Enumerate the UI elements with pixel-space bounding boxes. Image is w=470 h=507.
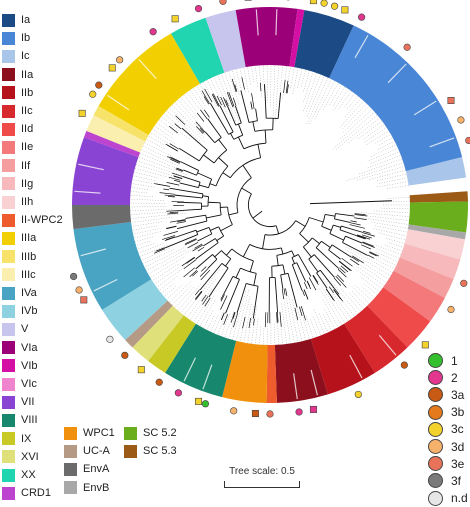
legend-swatch [2,214,15,227]
legend-item-ia [2,12,30,28]
pigment-legend-item [428,438,464,455]
legend-swatch [2,305,15,318]
legend-item-iid [2,121,33,137]
legend-label: IIIc [21,269,36,281]
legend-swatch [64,481,77,494]
pigment-marker [331,3,338,10]
pigment-marker [401,362,408,369]
pigment-marker [95,82,102,89]
pigment-marker [79,110,85,116]
legend-label: IX [21,433,31,445]
legend-label: CRD1 [21,487,51,499]
pigment-marker [172,16,178,22]
legend-label: VIa [21,342,38,354]
legend-label: IIc [21,105,33,117]
pigment-marker [175,390,182,397]
legend-item-ic [2,48,30,64]
legend-swatch [2,32,15,45]
pigment-marker [460,280,467,287]
legend-swatch [2,123,15,136]
legend-label: XVI [21,451,39,463]
legend-label: Ia [21,14,30,26]
pigment-legend-item [428,369,458,386]
tree-scale-label: Tree scale: 0.5 [222,466,302,477]
legend-label: IId [21,123,33,135]
pigment-marker [465,137,470,144]
legend-swatch [2,141,15,154]
legend-item-wpc1 [64,425,115,441]
pigment-marker [404,44,411,51]
legend-label: EnvA [83,463,109,475]
legend-item-xvi [2,449,39,465]
legend-item-iib [2,85,33,101]
pigment-dot [428,405,443,420]
legend-label: SC 5.3 [143,445,177,457]
legend-item-iif [2,158,30,174]
legend-label: SC 5.2 [143,427,177,439]
legend-label: IIIa [21,232,36,244]
pigment-marker [156,379,163,386]
pigment-marker [109,65,115,71]
legend-label: WPC1 [83,427,115,439]
legend-swatch [2,287,15,300]
pigment-dot [428,473,443,488]
legend-swatch [2,359,15,372]
legend-swatch [2,432,15,445]
pigment-marker [116,57,123,64]
clade-ring [72,7,468,403]
legend-swatch [2,105,15,118]
pigment-label: 3f [451,474,461,488]
pigment-dot [428,439,443,454]
legend-label: Ic [21,50,30,62]
pigment-marker [310,406,316,412]
legend-item-viii [2,412,38,428]
pigment-marker [150,28,157,35]
legend-swatch [64,427,77,440]
pigment-label: 3c [451,422,464,436]
legend-item-iie [2,139,33,155]
pigment-legend-item [428,455,464,472]
legend-swatch [64,463,77,476]
legend-item-iig [2,176,33,192]
legend-swatch [2,450,15,463]
legend-label: IIIb [21,251,36,263]
legend-item-crd1 [2,485,51,501]
legend-item-ii-wpc2 [2,212,63,228]
pigment-label: 3e [451,457,464,471]
clade-sector-sc-5.3 [410,191,468,202]
pigment-label: 3d [451,440,464,454]
legend-item-ix [2,431,31,447]
legend-item-iiia [2,230,36,246]
legend-item-iia [2,67,33,83]
leaf-lines [130,65,410,345]
pigment-legend-item [428,490,468,507]
legend-item-iiic [2,267,36,283]
legend-item-iih [2,194,33,210]
pigment-marker [195,5,202,12]
pigment-label: 1 [451,354,458,368]
pigment-marker [355,391,362,398]
legend-item-uc-a [64,443,110,459]
legend-swatch [124,445,137,458]
pigment-label: 2 [451,371,458,385]
legend-label: XX [21,469,36,481]
legend-label: IIf [21,160,30,172]
legend-item-xx [2,467,36,483]
pigment-legend-item [428,352,458,369]
legend-label: UC-A [83,445,110,457]
pigment-marker [310,0,316,4]
legend-label: IVb [21,305,38,317]
clade-sector-via [236,7,298,67]
pigment-marker [138,366,144,372]
pigment-marker [76,287,83,294]
pigment-marker [220,0,227,5]
pigment-marker [296,409,303,416]
pigment-dot [428,387,443,402]
pigment-marker [89,91,96,98]
pigment-dot [428,491,443,506]
legend-item-ib [2,30,30,46]
legend-item-ivb [2,303,38,319]
legend-swatch [2,86,15,99]
pigment-marker [81,297,87,303]
legend-swatch [2,341,15,354]
legend-swatch [2,159,15,172]
pigment-dot [428,353,443,368]
legend-item-iic [2,103,33,119]
pigment-marker [195,398,201,404]
legend-swatch [2,68,15,81]
pigment-marker [458,117,465,124]
legend-item-vib [2,358,38,374]
pigment-legend-item [428,404,464,421]
pigment-dot [428,422,443,437]
legend-item-v [2,321,28,337]
legend-item-iiib [2,249,36,265]
legend-label: IIb [21,87,33,99]
legend-swatch [2,196,15,209]
legend-item-envb [64,480,109,496]
legend-label: VIII [21,414,38,426]
pigment-legend-item [428,421,464,438]
legend-swatch [124,427,137,440]
legend-swatch [2,14,15,27]
pigment-marker [107,336,114,343]
legend-label: EnvB [83,482,109,494]
legend-label: IIh [21,196,33,208]
legend-swatch [2,378,15,391]
tree-scale [222,466,302,488]
legend-item-via [2,340,38,356]
pigment-marker [122,352,129,359]
legend-label: VII [21,396,34,408]
legend-swatch [2,268,15,281]
legend-label: Ib [21,32,30,44]
pigment-label: n.d [451,491,468,505]
legend-label: V [21,323,28,335]
pigment-marker [448,306,455,313]
legend-label: IIa [21,69,33,81]
legend-label: IIe [21,141,33,153]
legend-item-vii [2,394,34,410]
pigment-label: 3b [451,405,464,419]
pigment-marker [422,342,428,348]
legend-label: II-WPC2 [21,214,63,226]
legend-item-vic [2,376,37,392]
pigment-marker [358,14,365,21]
pigment-marker [252,410,258,416]
pigment-marker [448,97,454,103]
pigment-marker [230,408,237,415]
pigment-legend-item [428,386,464,403]
legend-swatch [2,250,15,263]
pigment-legend-item [428,472,461,489]
pigment-marker [70,273,77,280]
pigment-dot [428,456,443,471]
legend-label: IIg [21,178,33,190]
legend-item-sc-5.2 [124,425,177,441]
legend-swatch [2,487,15,500]
legend-label: VIc [21,378,37,390]
legend-swatch [64,445,77,458]
pigment-marker [342,7,348,13]
legend-item-enva [64,461,109,477]
tree-scale-bar [224,481,300,488]
pigment-dot [428,370,443,385]
legend-swatch [2,396,15,409]
legend-swatch [2,323,15,336]
legend-swatch [2,414,15,427]
legend-item-iva [2,285,37,301]
legend-swatch [2,177,15,190]
legend-label: VIb [21,360,38,372]
pigment-marker [267,411,274,418]
legend-swatch [2,50,15,63]
legend-swatch [2,232,15,245]
pigment-marker [202,400,209,407]
legend-label: IVa [21,287,37,299]
pigment-marker [321,0,328,6]
legend-swatch [2,469,15,482]
pigment-label: 3a [451,388,464,402]
legend-item-sc-5.3 [124,443,177,459]
